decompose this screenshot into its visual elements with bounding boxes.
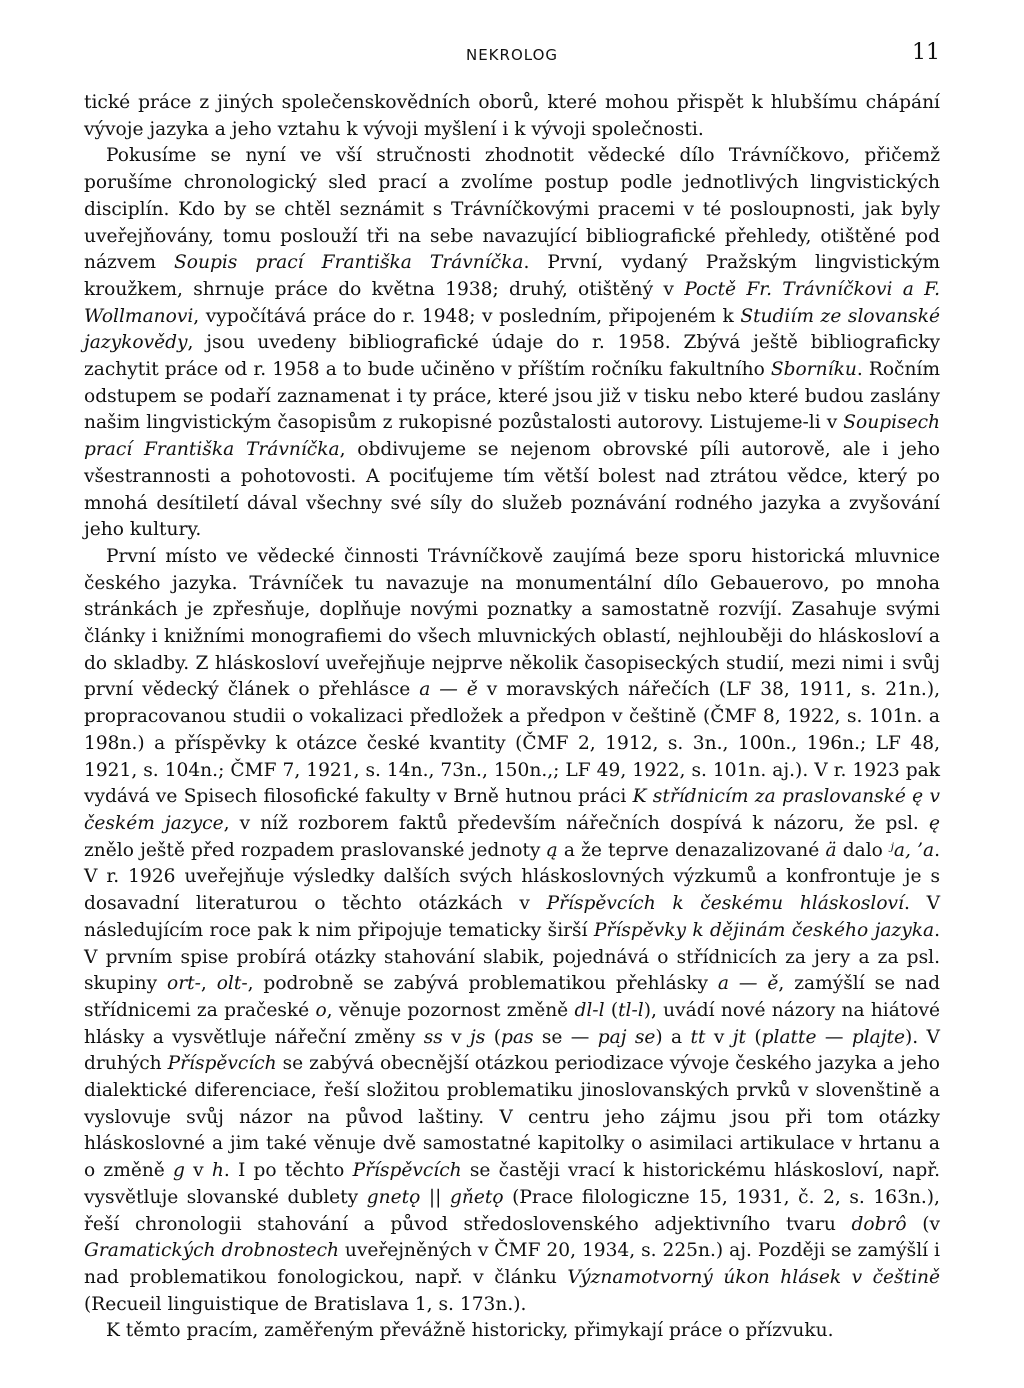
text-run: (Recueil linguistique de Bratislava 1, s. 173n.). xyxy=(84,1293,527,1315)
italic-text: ort- xyxy=(167,973,201,995)
text-run: znělo ještě před rozpadem praslovanské jednoty xyxy=(84,839,547,861)
italic-text: tl-l xyxy=(618,999,644,1021)
italic-text: tt xyxy=(690,1026,706,1048)
paragraph xyxy=(84,143,940,544)
page-number: 11 xyxy=(912,40,940,65)
body-text xyxy=(84,90,940,1345)
text-run: . V r. 1926 uveřejňuje výsledky dalších svých hláskoslovných výzkumů a konfrontuje je s dosavadní literaturou o těchto otázkách v xyxy=(84,839,941,915)
italic-text: js xyxy=(470,1026,486,1048)
text-run: ( xyxy=(745,1026,762,1048)
text-run: , obdivujeme se nejenom obrovské píli autorově, ale i jeho všestrannosti a pohotovosti. A pociťujeme tím větší bolest nad ztrátou vědce, který po mnohá desítiletí dával všechny své síly do služeb poznávání rodného jazyka a zvyšování jeho kultury. xyxy=(84,439,940,541)
text-run: (Prace filologiczne 15, 1931, č. 2, s. 163n.), řeší chronologii stahování a původ středoslovenského adjektivního tvaru xyxy=(84,1186,940,1235)
italic-text: ä xyxy=(825,839,837,861)
text-run: v xyxy=(705,1026,733,1048)
italic-text: Soupisech prací Františka Trávníčka xyxy=(84,412,940,461)
running-head xyxy=(84,40,940,66)
text-run: ). V druhých xyxy=(84,1026,940,1075)
text-run: , věnuje pozornost změně xyxy=(326,999,575,1021)
italic-text: Příspěvcích xyxy=(167,1053,277,1075)
italic-text: K střídnicím za praslovanské ę v českém jazyce xyxy=(84,786,940,834)
text-run: se častěji vrací k historickému hláskosloví, např. vysvětluje slovanské dublety xyxy=(84,1160,940,1208)
italic-text: Příspěvcích k českému hláskosloví xyxy=(546,893,904,915)
text-run: uveřejněných v ČMF 20, 1934, s. 225n.) aj. Později se zamýšlí i nad problematikou fonologickou, např. v článku xyxy=(84,1240,940,1288)
italic-text: a — ě xyxy=(717,973,779,995)
text-run: , vypočítává práce do r. 1948; v posledním, připojeném k xyxy=(193,305,741,327)
italic-text: h xyxy=(211,1160,224,1182)
italic-text: Příspěvcích xyxy=(352,1160,462,1182)
paragraph xyxy=(84,1318,940,1345)
text-run: a že teprve denazalizované xyxy=(557,839,826,861)
text-run: . I po těchto xyxy=(223,1160,353,1182)
italic-text: Poctě Fr. Trávníčkovi a F. Wollmanovi xyxy=(84,278,940,327)
text-run: se — xyxy=(533,1026,598,1048)
italic-text: ss xyxy=(423,1026,443,1048)
text-run: ( xyxy=(604,999,619,1021)
text-run: . První, vydaný Pražským lingvistickým kroužkem, shrnuje práce do května 1938; druhý, otištěný v xyxy=(84,252,940,300)
text-run: . V prvním spise probírá otázky stahování slabik, pojednává o střídnicích za jery a za psl. skupiny xyxy=(84,919,940,995)
text-run: První místo ve vědecké činnosti Trávníčkově zaujímá beze sporu historická mluvnice českého jazyka. Trávníček tu navazuje na monumentální dílo Gebauerovo, po mnoha stránkách je zpřesňuje, doplňuje novými poznatky a samostatně rozvíjí. Zasahuje svými články i knižními monografiemi do všech mluvnických oblastí, nejhlouběji do hláskosloví a do skladby. Z hláskosloví uveřejňuje nejprve několik časopiseckých studií, mezi nimi i svůj první vědecký článek o přehlásce xyxy=(84,545,940,701)
text-run: v xyxy=(184,1160,212,1182)
text-run: , jsou uvedeny bibliografické údaje do r. 1958. Zbývá ještě bibliograficky zachytit práce od r. 1958 a to bude učiněno v příštím ročníku fakultního xyxy=(84,332,940,381)
italic-text: plajte xyxy=(851,1026,906,1048)
italic-text: pas xyxy=(500,1026,534,1048)
text-run: . Ročním odstupem se podaří zaznamenat i ty práce, které jsou již v tisku nebo které budou zaslány našim lingvistickým časopisům z rukopisné pozůstalosti autorovy. Listujeme-li v xyxy=(84,359,941,434)
italic-text: Gramatických drobnostech xyxy=(84,1240,339,1262)
italic-text: olt- xyxy=(216,973,248,995)
text-run: ( xyxy=(485,1026,501,1048)
text-run: , xyxy=(200,973,217,995)
text-run: K těmto pracím, zaměřeným převážně historicky, přimykají práce o přízvuku. xyxy=(106,1320,834,1342)
italic-text: Sborníku xyxy=(770,359,857,381)
text-run: . V následujícím roce pak k nim připojuje tematicky širší xyxy=(84,893,941,941)
italic-text: Studiím ze slovanské jazykovědy xyxy=(84,305,940,354)
text-run: , podrobně se zabývá problematikou přehlásky xyxy=(247,973,718,995)
text-run: v moravských nářečích (LF 38, 1911, s. 21n.), propracovanou studii o vokalizaci předložek a předpon v češtině (ČMF 8, 1922, s. 101n. a 198n.) a příspěvky k otázce české kvantity (ČMF 2, 1912, s. 3n., 100n., 196n.; LF 48, 1921, s. 104n.; ČMF 7, 1921, s. 14n., 73n., 150n.,; LF 49, 1922, s. 101n. aj.). V r. 1923 pak vydává ve Spisech filosofické fakulty v Brně hutnou práci xyxy=(84,679,940,808)
italic-text: ę xyxy=(929,812,941,834)
italic-text: g xyxy=(173,1160,185,1182)
italic-text: Soupis prací Františka Trávníčka xyxy=(174,252,524,274)
italic-text: paj se xyxy=(597,1026,656,1048)
italic-text: dobrô xyxy=(851,1213,907,1235)
text-run: se zabývá obecnější otázkou periodizace vývoje českého jazyka a jeho dialektické diferenciace, řeší složitou problematiku jinoslovanských prvků v slovenštině a vyslovuje svůj názor na původ laštiny. V centru jeho zájmu jsou při tom otázky hláskoslovné a jim také věnuje dvě samostatné kapitolky o asimilaci artikulace v hrtanu a o změně xyxy=(84,1053,941,1182)
italic-text: a — ě xyxy=(419,679,478,701)
paragraph xyxy=(84,90,940,143)
text-run: dalo xyxy=(836,839,890,861)
italic-text: o xyxy=(315,999,327,1021)
running-title: NEKROLOG xyxy=(465,46,559,64)
italic-text: jt xyxy=(732,1026,746,1048)
italic-text: platte xyxy=(761,1026,817,1048)
text-run: v xyxy=(442,1026,471,1048)
text-run: ) a xyxy=(655,1026,691,1048)
text-run: , zamýšlí se nad střídnicemi za pračeské xyxy=(84,973,940,1021)
text-run: , v níž rozborem faktů především nářečních dospívá k názoru, že psl. xyxy=(223,812,929,834)
italic-text: Významotvorný úkon hlásek v češtině xyxy=(567,1266,940,1288)
text-run: Pokusíme se nyní ve vší stručnosti zhodnotit vědecké dílo Trávníčkovo, přičemž porušíme chronologický sled prací a zvolíme postup podle jednotlivých lingvistických disciplín. Kdo by se chtěl seznámit s Trávníčkovými pracemi v té posloupnosti, jak byly uveřejňovány, tomu poslouží tři na sebe navazující bibliografické přehledy, otištěné pod názvem xyxy=(84,145,940,274)
paragraph xyxy=(84,544,940,1318)
text-run: ), uvádí nové názory na hiátové hlásky a vysvětluje nářeční změny xyxy=(84,999,941,1048)
italic-text: Příspěvky k dějinám českého jazyka xyxy=(593,919,935,941)
text-run: — xyxy=(816,1026,852,1048)
italic-text: ą xyxy=(546,839,558,861)
italic-text: dl-l xyxy=(574,999,605,1021)
italic-text: ʲa, ’a xyxy=(889,839,935,861)
italic-text: gnetǫ || gňetǫ xyxy=(366,1186,504,1208)
text-run: tické práce z jiných společenskovědních oborů, které mohou přispět k hlubšímu chápání vývoje jazyka a jeho vztahu k vývoji myšlení i k vývoji společnosti. xyxy=(84,92,940,140)
text-run: (v xyxy=(906,1213,941,1235)
